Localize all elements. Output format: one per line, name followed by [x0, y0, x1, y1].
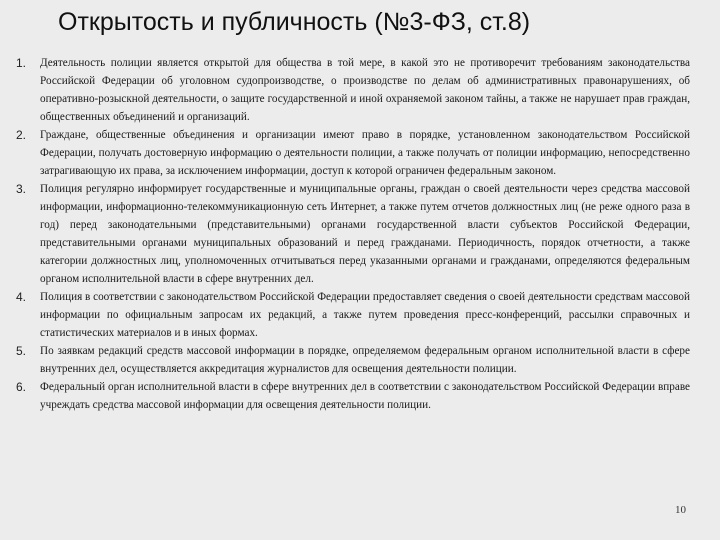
slide-title: Открытость и публичность (№3-ФЗ, ст.8): [58, 8, 531, 36]
item-text: Граждане, общественные объединения и организации имеют право в порядке, установленном законодательством Российской Федерации, получать достоверную информацию о деятельности полиции, а также получать от полиции информацию, непосредственно затрагивающую их права, за исключением информации, доступ к которой ограничен федеральным законом.: [40, 129, 690, 177]
list-item: [16, 288, 690, 342]
list-item: [16, 180, 690, 288]
page-number: 10: [675, 504, 686, 516]
item-number: 2.: [16, 128, 27, 142]
item-number: 6.: [16, 380, 27, 394]
list-item: [16, 54, 690, 126]
article-list: [16, 54, 690, 414]
list-item: [16, 126, 690, 180]
item-number: 5.: [16, 344, 27, 358]
list-item: [16, 342, 690, 378]
item-number: 3.: [16, 182, 27, 196]
item-number: 4.: [16, 290, 27, 304]
item-number: 1.: [16, 56, 27, 70]
item-text: Полиция регулярно информирует государственные и муниципальные органы, граждан о своей деятельности через средства массовой информации, информационно-телекоммуникационную сеть Интернет, а также путем отчетов должностных лиц (не реже одного раза в год) перед законодательными (представительными) органами государственной власти субъектов Российской Федерации, представительными органами муниципальных образований и перед гражданами. Периодичность, порядок отчетности, а также категории должностных лиц, уполномоченных отчитываться перед указанными органами и гражданами, определяются федеральным органом исполнительной власти в сфере внутренних дел.: [40, 183, 690, 285]
item-text: Полиция в соответствии с законодательством Российской Федерации предоставляет сведения о своей деятельности средствам массовой информации по официальным запросам их редакций, а также путем проведения пресс-конференций, рассылки справочных и статистических материалов и в иных формах.: [40, 291, 690, 339]
list-item: [16, 378, 690, 414]
item-text: Деятельность полиции является открытой для общества в той мере, в какой это не противоречит требованиям законодательства Российской Федерации об уголовном судопроизводстве, о производстве по делам об административных правонарушениях, об оперативно-розыскной деятельности, о защите государственной и иной охраняемой законом тайны, а также не нарушает прав граждан, общественных объединений и организаций.: [40, 57, 690, 123]
item-text: По заявкам редакций средств массовой информации в порядке, определяемом федеральным органом исполнительной власти в сфере внутренних дел, осуществляется аккредитация журналистов для освещения деятельности полиции.: [40, 345, 690, 375]
item-text: Федеральный орган исполнительной власти в сфере внутренних дел в соответствии с законодательством Российской Федерации вправе учреждать средства массовой информации для освещения деятельности полиции.: [40, 381, 690, 411]
